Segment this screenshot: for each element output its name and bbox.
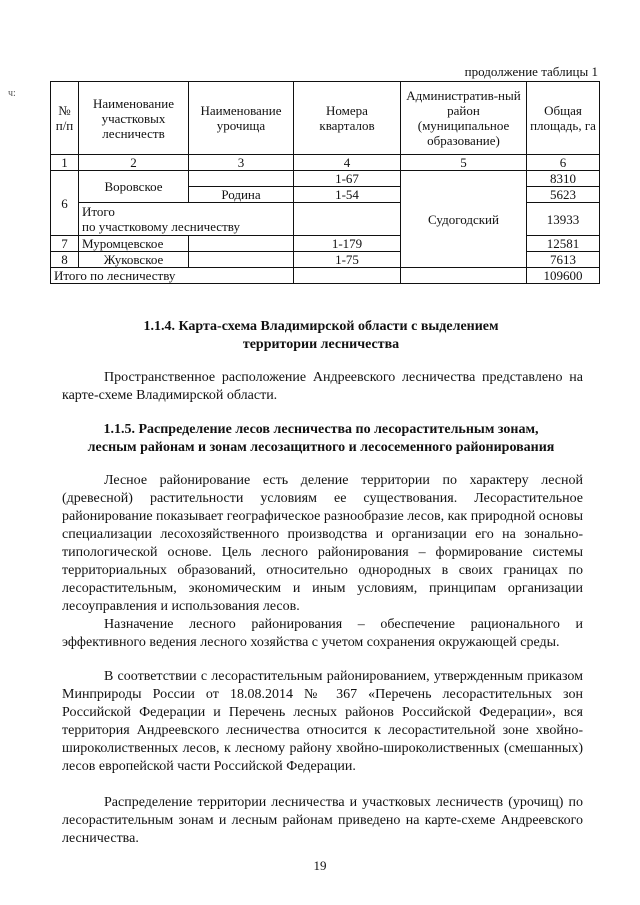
- section-115-heading-line2: лесным районам и зонам лесозащитного и лесосеменного районирования: [87, 440, 555, 455]
- row6-total-label-line1: Итого: [82, 204, 115, 219]
- row8-num: 8: [51, 252, 79, 268]
- section-115-paragraph-2: Назначение лесного районирования – обеспечение рационального и эффективного ведения лесного хозяйства с учетом сохранения окружающей среды.: [62, 617, 583, 650]
- section-115-paragraph-3: В соответствии с лесорастительным районированием, утвержденным приказом Минприроды России от 18.08.2014 № 367 «Перечень лесорастительных зон Российской Федерации и Перечень лесных районов Российской Федерации», вся территория Андреевского лесничества относится к лесорастительной зоне хвойно-широколиственных лесов, к лесному району хвойно-широколиственных (смешанных) лесов европейской части Российской Федерации.: [62, 669, 583, 774]
- row6-area-b: 5623: [527, 187, 600, 203]
- district-cell: Судогодский: [401, 171, 527, 268]
- index-cell: 6: [527, 155, 600, 171]
- row6-tract-a: [189, 171, 294, 187]
- row8-forestry: Жуковское: [79, 252, 189, 268]
- total-label: Итого по лесничеству: [51, 268, 294, 284]
- table-continuation-label: продолжение таблицы 1: [464, 64, 598, 79]
- section-114-heading: [60, 318, 582, 354]
- section-115-heading-line1: 1.1.5. Распределение лесов лесничества по лесорастительным зонам,: [103, 422, 539, 437]
- row6-area-a: 8310: [527, 171, 600, 187]
- header-forestry: Наименование участковых лесничеств: [79, 82, 189, 155]
- row8-quarters: 1-75: [294, 252, 401, 268]
- row6-quarters-b: 1-54: [294, 187, 401, 203]
- section-114-paragraph: Пространственное расположение Андреевского лесничества представлено на карте-схеме Владимирской области.: [62, 370, 583, 403]
- row7-forestry: Муромцевское: [79, 236, 189, 252]
- row8-area: 7613: [527, 252, 600, 268]
- table-row: [51, 171, 600, 187]
- row8-tract: [189, 252, 294, 268]
- row6-total-quarters: [294, 203, 401, 236]
- header-district: Административ-ный район (муниципальное образование): [401, 82, 527, 155]
- header-tract: Наименование урочища: [189, 82, 294, 155]
- index-cell: 4: [294, 155, 401, 171]
- total-quarters: [294, 268, 401, 284]
- section-115-heading: [60, 421, 582, 457]
- margin-mark: ч:: [8, 88, 16, 99]
- section-114-heading-line1: 1.1.4. Карта-схема Владимирской области с выделением: [143, 319, 499, 334]
- row6-quarters-a: 1-67: [294, 171, 401, 187]
- row7-area: 12581: [527, 236, 600, 252]
- index-cell: 5: [401, 155, 527, 171]
- index-cell: 3: [189, 155, 294, 171]
- header-area: Общая площадь, га: [527, 82, 600, 155]
- row7-tract: [189, 236, 294, 252]
- total-district: [401, 268, 527, 284]
- index-cell: 2: [79, 155, 189, 171]
- row6-forestry: Воровское: [79, 171, 189, 203]
- row6-total-label-line2: по участковому лесничеству: [82, 219, 240, 234]
- row7-quarters: 1-179: [294, 236, 401, 252]
- forestry-table: [50, 81, 600, 284]
- table-header-row: [51, 82, 600, 155]
- row6-num: 6: [51, 171, 79, 236]
- section-115-paragraph-1: Лесное районирование есть деление территории по характеру лесной (древесной) растительности условиям ее существования. Лесорастительное районирование показывает географическое разнообразие лесов, как природной основы специализации лесохозяйственного производства и организации его на зонально-типологической основе. Цель лесного районирования – формирование системы территориальных образований, относительно однородных в своих границах по лесорастительным, экономическим и иным условиям, принципам организации лесоуправления и использования лесов.: [62, 473, 583, 614]
- index-cell: 1: [51, 155, 79, 171]
- table-index-row: [51, 155, 600, 171]
- total-area: 109600: [527, 268, 600, 284]
- row6-total-area: 13933: [527, 203, 600, 236]
- header-num: № п/п: [51, 82, 79, 155]
- row6-tract-b: Родина: [189, 187, 294, 203]
- row6-total-label: [79, 203, 294, 236]
- table-total-row: [51, 268, 600, 284]
- page-number: 19: [313, 858, 327, 873]
- row7-num: 7: [51, 236, 79, 252]
- header-quarters: Номера кварталов: [294, 82, 401, 155]
- section-114-heading-line2: территории лесничества: [242, 337, 400, 352]
- section-115-paragraph-4: Распределение территории лесничества и участковых лесничеств (урочищ) по лесорастительным зонам и лесным районам приведено на карте-схеме Андреевского лесничества.: [62, 795, 583, 846]
